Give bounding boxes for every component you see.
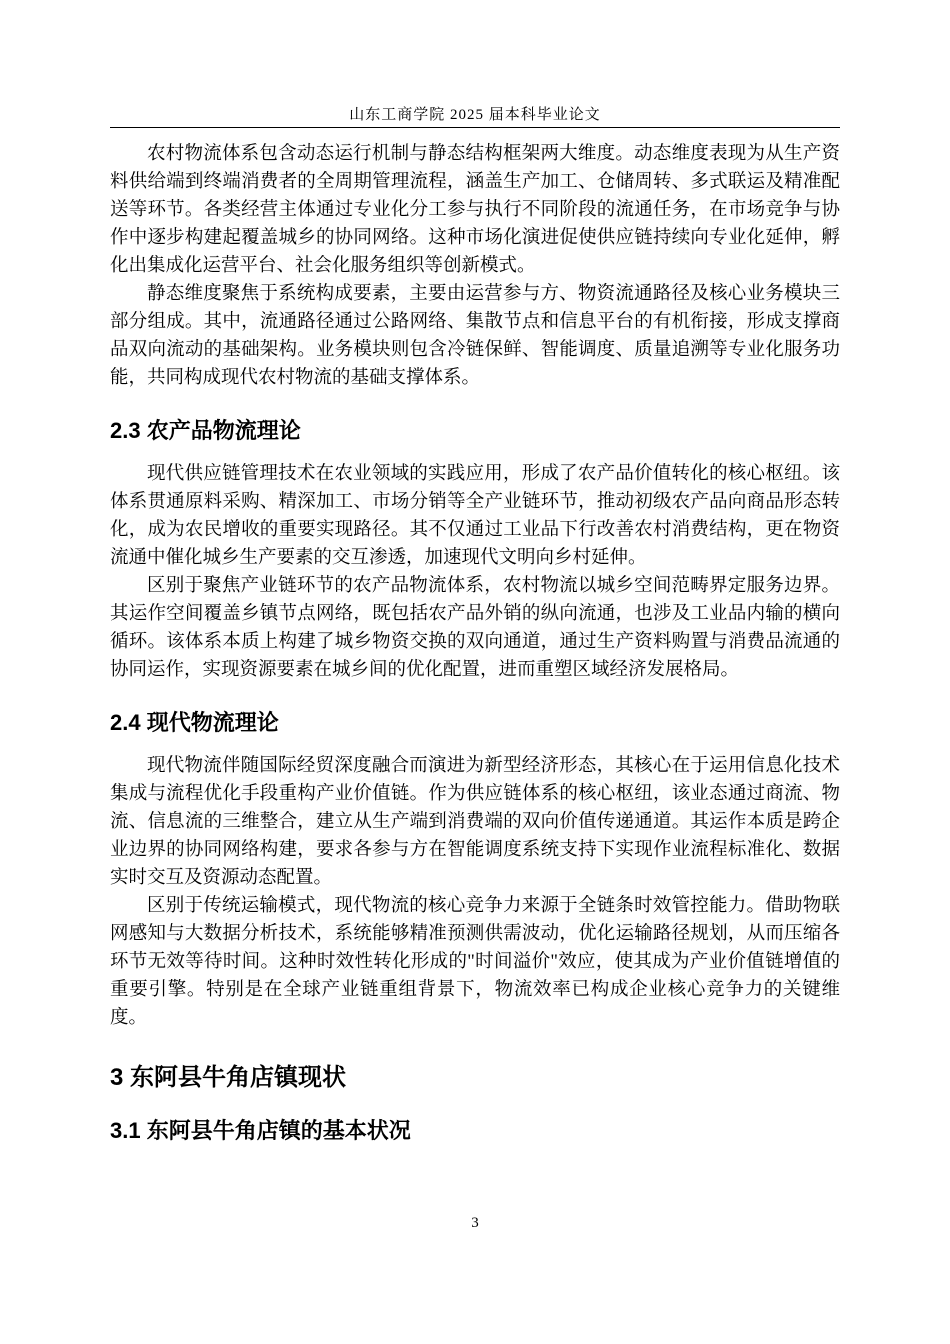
paragraph-supply-chain-application: 现代供应链管理技术在农业领域的实践应用，形成了农产品价值转化的核心枢纽。该体系贯通原料采购、精深加工、市场分销等全产业链环节，推动初级农产品向商品形态转化，成为农民增收的重要实现路径。其不仅通过工业品下行改善农村消费结构，更在物资流通中催化城乡生产要素的交互渗透，加速现代文明向乡村延伸。 [110, 464, 840, 568]
paragraph-modern-logistics-evolution: 现代物流伴随国际经贸深度融合而演进为新型经济形态，其核心在于运用信息化技术集成与流程优化手段重构产业价值链。作为供应链体系的核心枢纽，该业态通过商流、物流、信息流的三维整合，建立从生产端到消费端的双向价值传递通道。其运作本质是跨企业边界的协同网络构建，要求各参与方在智能调度系统支持下实现作业流程标准化、数据实时交互及资源动态配置。 [110, 756, 840, 888]
paragraph-static-dimension: 静态维度聚焦于系统构成要素，主要由运营参与方、物资流通路径及核心业务模块三部分组成。其中，流通路径通过公路网络、集散节点和信息平台的有机衔接，形成支撑商品双向流动的基础架构。业务模块则包含冷链保鲜、智能调度、质量追溯等专业化服务功能，共同构成现代农村物流的基础支撑体系。 [110, 284, 840, 388]
header-divider [110, 127, 840, 128]
page-number: 3 [471, 1215, 479, 1231]
heading-3-niujiaodian-town-status: 3 东阿县牛角店镇现状 [110, 1064, 347, 1091]
heading-2-4-modern-logistics-theory: 2.4 现代物流理论 [110, 710, 279, 735]
document-body [110, 140, 840, 1146]
page-header [110, 103, 840, 124]
paragraph-rural-vs-agricultural-logistics: 区别于聚焦产业链环节的农产品物流体系，农村物流以城乡空间范畴界定服务边界。其运作空间覆盖乡镇节点网络，既包括农产品外销的纵向流通，也涉及工业品内输的横向循环。该体系本质上构建了城乡物资交换的双向通道，通过生产资料购置与消费品流通的协同运作，实现资源要素在城乡间的优化配置，进而重塑区域经济发展格局。 [110, 576, 840, 680]
header-title: 山东工商学院 2025 届本科毕业论文 [349, 107, 601, 123]
paragraph-time-premium-effect: 区别于传统运输模式，现代物流的核心竞争力来源于全链条时效管控能力。借助物联网感知与大数据分析技术，系统能够精准预测供需波动，优化运输路径规划，从而压缩各环节无效等待时间。这种时效性转化形成的"时间溢价"效应，使其成为产业价值链增值的重要引擎。特别是在全球产业链重组背景下，物流效率已构成企业核心竞争力的关键维度。 [110, 896, 840, 1028]
heading-3-1-basic-situation: 3.1 东阿县牛角店镇的基本状况 [110, 1118, 411, 1143]
page-footer [110, 1215, 840, 1232]
paragraph-rural-logistics-dimensions: 农村物流体系包含动态运行机制与静态结构框架两大维度。动态维度表现为从生产资料供给端到终端消费者的全周期管理流程，涵盖生产加工、仓储周转、多式联运及精准配送等环节。各类经营主体通过专业化分工参与执行不同阶段的流通任务，在市场竞争与协作中逐步构建起覆盖城乡的协同网络。这种市场化演进促使供应链持续向专业化延伸，孵化出集成化运营平台、社会化服务组织等创新模式。 [110, 144, 840, 276]
heading-2-3-agricultural-logistics-theory: 2.3 农产品物流理论 [110, 418, 301, 443]
